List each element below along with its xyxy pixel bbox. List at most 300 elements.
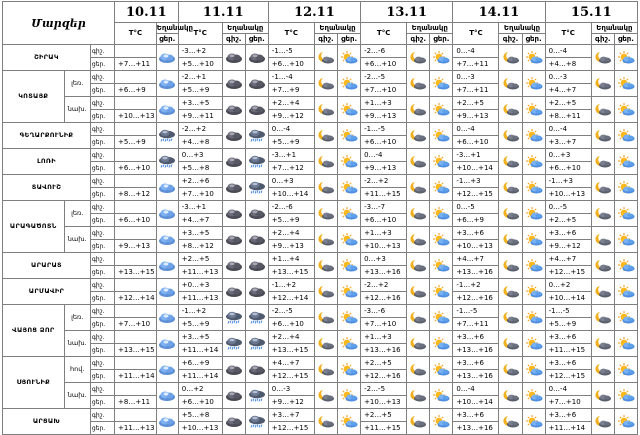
weather-icon-cell [222,357,245,383]
temperature-cell: -2…-6 [361,45,407,58]
time-of-day-label: գիշ. [90,71,114,84]
temperature-cell: +6…+10 [268,58,314,71]
cloudy-blue-icon [157,104,178,116]
sun-cloud-icon [615,103,637,116]
weather-icon-cell [314,305,337,331]
moon-cloud-icon [315,181,337,194]
temperature-cell: 0…-3 [545,71,591,84]
sun-cloud-icon [430,337,452,350]
weather-icon-cell [591,331,614,357]
weather-icon-cell [522,279,545,305]
temperature-cell: -3…+1 [268,149,314,162]
sun-cloud-icon [430,285,452,298]
weather-icon-cell [156,149,178,175]
temperature-cell: +12…+15 [268,370,314,383]
temperature-cell: +12…+15 [453,188,499,201]
temperature-cell: +6…+10 [115,162,157,175]
weather-icon-cell [222,97,245,123]
night-subheader: գիշ. [499,34,522,45]
temperature-cell: +9…+13 [361,162,407,175]
weather-icon-cell [522,331,545,357]
sun-cloud-icon [338,363,360,376]
moon-cloud-icon [407,77,429,90]
weather-icon-cell [614,279,637,305]
weather-icon-cell [430,357,453,383]
weather-icon-cell [614,331,637,357]
weather-icon-cell [614,97,637,123]
subregion-name: լեռ. [64,201,90,227]
sun-cloud-icon [338,181,360,194]
temperature-cell: -1…-4 [268,71,314,84]
moon-cloud-icon [315,155,337,168]
temperature-cell: +6…+10 [453,136,499,149]
temperature-cell: +8…+11 [115,396,157,409]
temperature-cell [115,409,157,422]
sun-cloud-icon [338,51,360,64]
temperature-cell: +11…+14 [115,370,157,383]
temperature-cell: 0…-4 [268,123,314,136]
sun-cloud-icon [430,207,452,220]
time-of-day-label: գիշ. [90,409,114,422]
temp-col-header: T°C [361,23,407,45]
temperature-cell: +6…+10 [361,214,407,227]
weather-icon-cell [314,409,337,435]
weather-icon-cell [245,201,268,227]
temperature-cell: +5…+9 [178,84,222,97]
temperature-cell: 0…-5 [453,201,499,214]
temperature-cell: +13…+15 [115,266,157,279]
cloud-dark-icon [246,364,268,376]
table-row [3,305,638,318]
temperature-cell: 0…-4 [545,45,591,58]
weather-icon-cell [499,279,522,305]
day-subheader: ցեր. [430,34,453,45]
temperature-cell: 0…+3 [361,253,407,266]
table-row [3,45,638,58]
weather-icon-cell [499,71,522,97]
weather-icon-cell [222,331,245,357]
temperature-cell: +7…+11 [115,58,157,71]
temperature-cell [115,175,157,188]
moon-cloud-icon [592,207,614,220]
moon-cloud-icon [407,337,429,350]
temperature-cell: +12…+14 [268,292,314,305]
temperature-cell: +2…+4 [268,227,314,240]
weather-icon-cell [338,201,361,227]
weather-icon-cell [407,409,430,435]
weather-icon-cell [430,227,453,253]
weather-icon-cell [522,409,545,435]
sun-cloud-icon [523,103,545,116]
moon-cloud-icon [407,181,429,194]
sun-cloud-icon [615,363,637,376]
sun-cloud-icon [615,51,637,64]
weather-icon-cell [314,149,337,175]
moon-cloud-icon [407,233,429,246]
weather-icon-cell [591,409,614,435]
moon-cloud-icon [592,129,614,142]
temperature-cell: -1…+2 [268,279,314,292]
sun-cloud-icon [338,129,360,142]
region-name: ԱՐՄԱՎԻՐ [3,279,91,305]
time-of-day-label: ցեր. [90,214,114,227]
region-name: ՎԱՅՈՑ ՁՈՐ [3,305,65,357]
moon-cloud-icon [315,285,337,298]
temperature-cell: +5…+9 [545,318,591,331]
temperature-cell: +3…+7 [268,409,314,422]
temperature-cell: +12…+15 [545,266,591,279]
moon-cloud-icon [592,337,614,350]
temperature-cell: -1…+3 [453,175,499,188]
moon-cloud-icon [592,51,614,64]
temperature-cell: +3…+5 [178,227,222,240]
temperature-cell: -2…+2 [361,279,407,292]
weather-icon-cell [314,201,337,227]
weather-icon-cell [407,305,430,331]
cloudy-blue-icon [157,52,178,64]
day-subheader: ցեր. [614,34,637,45]
moon-cloud-icon [315,51,337,64]
moon-cloud-icon [592,415,614,428]
moon-cloud-icon [499,77,521,90]
weather-icon-cell [614,71,637,97]
temperature-cell: +4…+7 [268,357,314,370]
time-of-day-label: ցեր. [90,110,114,123]
temperature-cell: +6…+10 [361,58,407,71]
temperature-cell: +12…+16 [361,370,407,383]
region-name: ԱՐՑԱԽ [3,409,91,435]
weather-icon-cell [522,227,545,253]
weather-icon-cell [522,383,545,409]
weather-icon-cell [591,383,614,409]
sun-cloud-icon [338,285,360,298]
weather-icon-cell [245,279,268,305]
temperature-cell: 0…+3 [545,149,591,162]
weather-icon-cell [591,305,614,331]
temp-col-header: T°C [115,23,157,45]
temperature-cell: +3…+6 [453,331,499,344]
cloud-dark-icon [246,52,268,64]
moon-cloud-icon [407,129,429,142]
temperature-cell: +2…+4 [268,331,314,344]
cloud-dark-icon [246,208,268,220]
temperature-cell: +9…+12 [268,396,314,409]
temperature-cell: +12…+15 [268,422,314,435]
temperature-cell: +11…+13 [178,292,222,305]
temperature-cell [115,45,157,58]
temperature-cell: +10…+13 [361,240,407,253]
weather-icon-cell [156,279,178,305]
cloud-dark-icon [223,52,245,64]
time-of-day-label: գիշ. [90,279,114,292]
forecast-body [3,45,638,435]
temperature-cell: +9…+13 [115,240,157,253]
weather-icon-cell [499,357,522,383]
temperature-cell: -3…+1 [453,149,499,162]
weather-icon-cell [338,45,361,71]
weather-icon-cell [499,45,522,71]
weather-icon-cell [338,357,361,383]
temperature-cell: +11…+15 [545,344,591,357]
temperature-cell: 0…-4 [361,149,407,162]
sun-cloud-icon [523,363,545,376]
temperature-cell: -3…-7 [361,201,407,214]
subregion-name: լեռ. [64,71,90,97]
moon-cloud-icon [407,415,429,428]
temperature-cell: +10…+13 [178,422,222,435]
sun-cloud-icon [523,259,545,272]
temperature-cell: -1…-5 [453,305,499,318]
weather-icon-cell [591,45,614,71]
sun-cloud-icon [523,51,545,64]
time-of-day-label: գիշ. [90,331,114,344]
weather-icon-cell [245,97,268,123]
cloud-dark-icon [223,364,245,376]
weather-icon-cell [430,279,453,305]
weather-icon-cell [222,409,245,435]
cloud-dark-icon [246,260,268,272]
cloud-rain-icon [246,181,268,194]
moon-cloud-icon [315,337,337,350]
temperature-cell [115,305,157,318]
weather-icon-cell [222,383,245,409]
sun-cloud-icon [338,103,360,116]
weather-icon-cell [499,97,522,123]
moon-cloud-icon [315,389,337,402]
temperature-cell: +7…+9 [268,84,314,97]
moon-cloud-icon [592,259,614,272]
cloud-dark-icon [246,234,268,246]
temperature-cell: +13…+16 [453,266,499,279]
sun-cloud-icon [523,181,545,194]
cloud-rain-icon [246,415,268,428]
cloud-rain-icon [246,389,268,402]
cloud-dark-icon [246,104,268,116]
temp-col-header: T°C [545,23,591,45]
weather-col-header: Եղանակը [407,23,453,34]
moon-cloud-icon [499,259,521,272]
temp-col-header: T°C [178,23,222,45]
table-row [3,357,638,370]
table-row [3,71,638,84]
temperature-cell: +0…+3 [178,279,222,292]
temperature-cell: +1…+3 [361,97,407,110]
weather-icon-cell [222,305,245,331]
region-name: ՏԱՎՈՒՇ [3,175,91,201]
time-of-day-label: գիշ. [90,383,114,396]
temperature-cell: +11…+13 [115,422,157,435]
moon-cloud-icon [592,285,614,298]
temperature-cell: +6…+10 [545,162,591,175]
temperature-cell: +11…+14 [178,370,222,383]
temperature-cell: -1…-5 [361,123,407,136]
weather-icon-cell [156,357,178,383]
weather-icon-cell [338,383,361,409]
temperature-cell: +4…+7 [178,214,222,227]
time-of-day-label: ցեր. [90,84,114,97]
cloud-dark-icon [223,416,245,428]
date-header: 15.11 [545,2,637,23]
temperature-cell: +13…+16 [453,370,499,383]
temperature-cell: +5…+9 [268,136,314,149]
temperature-cell: +3…+6 [545,409,591,422]
weather-icon-cell [245,409,268,435]
temperature-cell: +8…+11 [545,110,591,123]
weather-icon-cell [522,45,545,71]
weather-icon-cell [430,201,453,227]
time-of-day-label: ցեր. [90,188,114,201]
temperature-cell: +13…+16 [453,344,499,357]
sun-cloud-icon [338,233,360,246]
weather-icon-cell [591,97,614,123]
weather-icon-cell [430,383,453,409]
moon-cloud-icon [592,77,614,90]
date-header: 14.11 [453,2,545,23]
sun-cloud-icon [615,129,637,142]
temperature-cell: +3…+5 [178,331,222,344]
temperature-cell: +12…+15 [545,370,591,383]
cloud-rain-icon [246,155,268,168]
region-name: ԱՐԱՐԱՏ [3,253,91,279]
night-subheader: գիշ. [314,34,337,45]
cloudy-blue-icon [157,234,178,246]
temperature-cell: +9…+12 [545,240,591,253]
moon-cloud-icon [315,233,337,246]
time-of-day-label: ցեր. [90,240,114,253]
sun-cloud-icon [523,415,545,428]
temperature-cell [115,227,157,240]
cloud-rain-icon [157,155,178,168]
sun-cloud-icon [523,77,545,90]
temperature-cell: +10…+13 [115,110,157,123]
subregion-name: նախ. [64,227,90,253]
weather-icon-cell [338,123,361,149]
weather-icon-cell [499,305,522,331]
weather-col-header: Եղանակը [499,23,545,34]
weather-icon-cell [338,97,361,123]
weather-icon-cell [245,253,268,279]
table-row [3,409,638,422]
cloud-dark-icon [223,234,245,246]
weather-icon-cell [614,175,637,201]
time-of-day-label: ցեր. [90,292,114,305]
temperature-cell: +2…+5 [453,97,499,110]
weather-icon-cell [614,253,637,279]
sun-cloud-icon [430,181,452,194]
sun-cloud-icon [615,207,637,220]
temperature-cell: +6…+9 [115,84,157,97]
weather-icon-cell [614,305,637,331]
weather-icon-cell [222,201,245,227]
weather-icon-cell [430,331,453,357]
cloud-rain-icon [223,337,245,350]
moon-cloud-icon [315,207,337,220]
temperature-cell: +4…+8 [545,58,591,71]
time-of-day-label: գիշ. [90,201,114,214]
time-of-day-label: ցեր. [90,396,114,409]
moon-cloud-icon [592,233,614,246]
moon-cloud-icon [592,155,614,168]
weather-icon-cell [338,331,361,357]
cloud-dark-icon [223,78,245,90]
weather-icon-cell [499,201,522,227]
weather-icon-cell [591,253,614,279]
weather-icon-cell [314,253,337,279]
subregion-name: նախ. [64,97,90,123]
temperature-cell: +13…+15 [268,266,314,279]
weather-icon-cell [156,97,178,123]
temperature-cell: -1…-5 [268,45,314,58]
moon-cloud-icon [499,337,521,350]
time-of-day-label: գիշ. [90,123,114,136]
sun-cloud-icon [523,155,545,168]
temperature-cell: +1…+4 [268,253,314,266]
weather-icon-cell [156,383,178,409]
temperature-cell: 0…+2 [545,279,591,292]
table-row [3,279,638,292]
sun-cloud-icon [338,415,360,428]
moon-cloud-icon [499,129,521,142]
weather-icon-cell [156,409,178,435]
weather-icon-cell [222,123,245,149]
weather-icon-cell [591,175,614,201]
sun-cloud-icon [338,337,360,350]
temperature-cell: +3…+6 [453,357,499,370]
weather-icon-cell [407,71,430,97]
moon-cloud-icon [315,129,337,142]
temperature-cell [115,253,157,266]
temperature-cell: +11…+15 [361,188,407,201]
cloud-rain-icon [157,129,178,142]
cloud-dark-icon [223,104,245,116]
temperature-cell: 0…+3 [268,175,314,188]
moon-cloud-icon [315,311,337,324]
temperature-cell: +9…+13 [361,110,407,123]
time-of-day-label: ցեր. [90,344,114,357]
cloud-rain-icon [246,129,268,142]
temperature-cell: +11…+14 [545,422,591,435]
sun-cloud-icon [430,415,452,428]
weather-icon-cell [156,175,178,201]
weather-icon-cell [314,383,337,409]
cloud-dark-icon [223,390,245,402]
temperature-cell: +3…+6 [545,227,591,240]
weather-col-header: Եղանակը [314,23,360,34]
weather-icon-cell [222,149,245,175]
temperature-cell: 0…-3 [268,383,314,396]
temperature-cell: +1…+3 [361,227,407,240]
temperature-cell: +11…+15 [361,422,407,435]
temperature-cell [115,383,157,396]
weather-icon-cell [245,383,268,409]
temperature-cell: +8…+12 [115,188,157,201]
temperature-cell: +2…+4 [268,97,314,110]
weather-icon-cell [407,97,430,123]
temperature-cell: +9…+12 [268,110,314,123]
temperature-cell: +6…+10 [268,318,314,331]
time-of-day-label: գիշ. [90,45,114,58]
weather-icon-cell [156,331,178,357]
moon-cloud-icon [315,363,337,376]
time-of-day-label: գիշ. [90,357,114,370]
temperature-cell [115,149,157,162]
weather-icon-cell [245,331,268,357]
temperature-cell: -1…+2 [178,305,222,318]
weather-icon-cell [245,175,268,201]
temp-col-header: T°C [268,23,314,45]
weather-icon-cell [314,175,337,201]
weather-icon-cell [522,201,545,227]
